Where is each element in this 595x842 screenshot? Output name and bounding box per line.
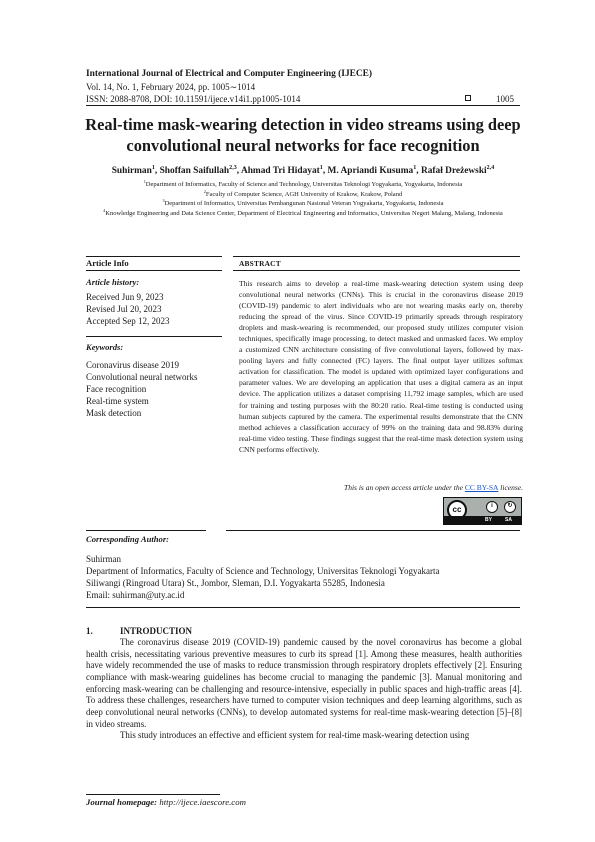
- license-line: This is an open access article under the CC BY-SA license.: [344, 483, 523, 492]
- author-sup: 1: [151, 164, 155, 171]
- abstract-text: This research aims to develop a real-time mask-wearing detection system using deep convolutional neural networks (CNNs). This is crucial in the coronavirus disease 2019 (COVID-19) pandemic to alert individuals who are not wearing masks early on, thereby reducing the spread of the virus. Since COVID-19 primarily spreads through respiratory droplets and mask-wearing is recommended, our proposed study utilizes computer vision techniques, specifically image processing, to detect masked and unmasked faces. We employ a customized CNN architecture consisting of five convolutional layers, followed by max-pooling layers and fully connected (FC) layers. The final output layer utilizes softmax activation for classification. The model is updated with optimized layer configurations and parameter values. We are developing an application that uses a digital camera as an input device. The application utilizes a dataset comprising 11,792 image samples, which are used for training and testing purposes with the 80:20 ratio. Real-time testing is conducted using human subjects captured by the camera. The experimental results demonstrate that the CNN method achieves a classification accuracy of 99% on the training data and 98.83% during real-time video testing. These findings suggest that the real-time mask detection system using CNN performs effectively.: [239, 279, 523, 454]
- author-sup: 2,3: [229, 164, 237, 171]
- history-item: Accepted Sep 12, 2023: [86, 316, 170, 326]
- header-rule: [86, 105, 520, 106]
- keyword: Real-time system: [86, 396, 149, 406]
- license-link[interactable]: CC BY-SA: [464, 483, 499, 492]
- section-heading: [86, 626, 192, 636]
- corresponding-heading: Corresponding Author:: [86, 534, 170, 544]
- article-info-heading: Article Info: [86, 258, 129, 268]
- cc-icon: cc: [447, 500, 467, 520]
- author-name: Ahmad Tri Hidayat: [240, 166, 320, 176]
- keyword: Mask detection: [86, 408, 142, 418]
- keywords-heading: Keywords:: [86, 342, 124, 352]
- history-item: Revised Jul 20, 2023: [86, 304, 162, 314]
- affiliation: $^1$Department of Informatics, Faculty of Science and Technology, Universitas Teknologi Yogyakarta, Yogyakarta, Indonesia: [143, 178, 463, 188]
- rule: [86, 256, 222, 257]
- history-heading: Article history:: [86, 277, 140, 287]
- sa-label: SA: [505, 517, 512, 523]
- corresponding-name: Suhirman: [86, 554, 121, 564]
- rule: [233, 256, 520, 257]
- attribution-icon: i: [486, 501, 498, 513]
- affiliations: [76, 180, 530, 218]
- journal-homepage: Journal homepage: http://ijece.iaescore.com: [86, 797, 246, 807]
- keyword-list: [86, 359, 197, 419]
- author-name: Shoffan Saifullah: [159, 166, 230, 176]
- author-sup: 1: [413, 164, 417, 171]
- rule: [86, 530, 206, 531]
- paragraph: This study introduces an effective and efficient system for real-time mask-wearing detection using: [120, 730, 470, 741]
- introduction-text: [86, 637, 522, 742]
- corresponding-block: [86, 553, 440, 601]
- section-title: INTRODUCTION: [120, 626, 193, 636]
- issn-doi-line: ISSN: 2088-8708, DOI: 10.11591/ijece.v14i1.pp1005-1014: [86, 94, 301, 104]
- homepage-link[interactable]: http://ijece.iaescore.com: [159, 797, 246, 807]
- corresponding-address: Siliwangi (Ringroad Utara) St., Jombor, Sleman, D.I. Yogyakarta 55285, Indonesia: [86, 578, 385, 588]
- cc-license-badge[interactable]: [443, 497, 522, 525]
- keyword: Convolutional neural networks: [86, 372, 198, 382]
- page-number: 1005: [496, 94, 514, 104]
- author-name: Rafał Dreżewski: [420, 166, 487, 176]
- affiliation: $^2$Faculty of Computer Science, AGH University of Krakow, Krakow, Poland: [203, 188, 403, 198]
- share-alike-icon: ↻: [504, 501, 516, 513]
- volume-line: Vol. 14, No. 1, February 2024, pp. 1005∼1014: [86, 82, 256, 92]
- paper-title: Real-time mask-wearing detection in video streams using deep convolutional neural networks for face recognition: [85, 115, 521, 155]
- corresponding-email[interactable]: Email: suhirman@uty.ac.id: [86, 590, 185, 600]
- rule: [86, 336, 222, 337]
- author-sup: 2,4: [486, 164, 495, 171]
- paragraph: The coronavirus disease 2019 (COVID-19) pandemic caused by the novel coronavirus has become a global health crisis, necessitating various preventive measures to curb its spread [1]. Among these measures, health authorities have widely recommended the use of masks to reduce transmission through respiratory droplets effectively [2]. Ensuring compliance with mask-wearing guidelines has become crucial to managing the pandemic [3]. Manual monitoring and enforcing mask-wearing can be challenging and resource-intensive, especially in public spaces and high-traffic areas [4]. To address these challenges, researchers have turned to computer vision techniques and deep learning algorithms, such as deep convolutional neural networks (CNNs), to develop automated systems for real-time mask-wearing detection [5]–[8] in video streams.: [86, 637, 522, 729]
- footer-rule: [86, 794, 220, 795]
- author-name: Suhirman: [111, 166, 152, 176]
- rule: [233, 270, 520, 271]
- keyword: Coronavirus disease 2019: [86, 360, 179, 370]
- author-name: M. Apriandi Kusuma: [327, 166, 414, 176]
- abstract-heading: ABSTRACT: [239, 259, 281, 268]
- history-item: Received Jun 9, 2023: [86, 292, 164, 302]
- rule: [226, 530, 520, 531]
- rule: [86, 607, 520, 608]
- author-sup: 1: [319, 164, 323, 171]
- by-label: BY: [485, 517, 492, 523]
- journal-name: International Journal of Electrical and Computer Engineering (IJECE): [86, 69, 373, 79]
- history-list: [86, 291, 169, 327]
- author-list: Suhirman$^1$, Shoffan Saifullah$^{2,3}$, Ahmad Tri Hidayat$^1$, M. Apriandi Kusuma$^1$, Rafał Dreżewski$^{2,4}$: [111, 164, 495, 176]
- affiliation: $^3$Department of Informatics, Universitas Pembangunan Nasional Veteran Yogyakarta, Yogyakarta, Indonesia: [162, 198, 444, 208]
- square-icon: [465, 95, 471, 101]
- section-number: 1.: [86, 626, 93, 636]
- corresponding-dept: Department of Informatics, Faculty of Science and Technology, Universitas Teknologi Yogyakarta: [86, 566, 440, 576]
- affiliation: $^4$Knowledge Engineering and Data Science Center, Department of Electrical Engineering and Informatics, Universitas Negeri Malang, Malang, Indonesia: [103, 207, 503, 217]
- keyword: Face recognition: [86, 384, 147, 394]
- rule: [86, 270, 222, 271]
